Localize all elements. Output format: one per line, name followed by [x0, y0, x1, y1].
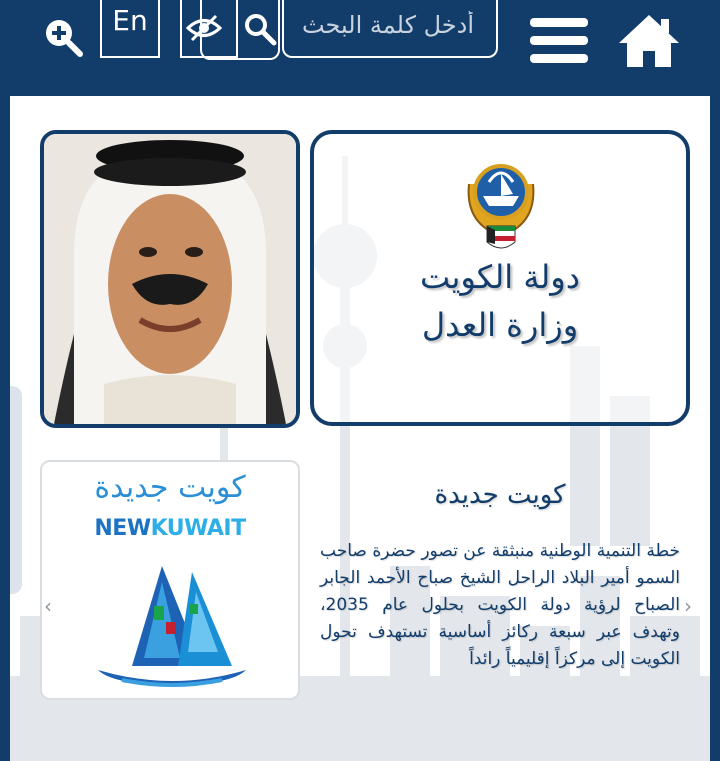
eye-slash-icon: [186, 13, 222, 43]
search-box: [282, 0, 498, 58]
menu-button[interactable]: [526, 14, 592, 68]
logo-english-new: NEW: [94, 516, 151, 541]
country-title: دولة الكويت: [420, 258, 580, 296]
carousel-prev-button[interactable]: ‹: [44, 594, 52, 618]
menu-icon: [528, 16, 590, 66]
zoom-in-button[interactable]: [40, 14, 86, 60]
ministry-title: وزارة العدل: [421, 306, 579, 344]
language-button[interactable]: En: [100, 0, 160, 58]
top-bar: [0, 0, 720, 96]
ministry-title-card: [310, 130, 690, 426]
visibility-toggle-button[interactable]: [180, 0, 238, 58]
zoom-in-icon: [43, 17, 83, 57]
search-input[interactable]: [284, 0, 496, 56]
side-tab[interactable]: [10, 386, 22, 594]
home-icon: [617, 13, 681, 69]
new-kuwait-logo-arabic: كويت جديدة: [94, 470, 246, 505]
search-icon: [243, 12, 277, 46]
new-kuwait-description: خطة التنمية الوطنية منبثقة عن تصور حضرة صاحب السمو أمير البلاد الراحل الشيخ صباح الأحمد الجابر الصباح لرؤية دولة الكويت بحلول عام 2035، وتهدف عبر سبعة ركائز أساسية تستهدف تحول الكويت إلى مركزاً إقليمياً رائداً: [320, 541, 680, 669]
home-button[interactable]: [614, 10, 684, 72]
kuwait-emblem-icon: [459, 154, 543, 254]
new-kuwait-logo-english: [42, 516, 298, 541]
new-kuwait-sail-icon: [92, 562, 252, 692]
carousel-next-button[interactable]: ›: [684, 594, 692, 618]
emir-portrait: [40, 130, 300, 428]
new-kuwait-logo-card[interactable]: [40, 460, 300, 700]
content-panel: [10, 96, 710, 761]
logo-english-kuwait: KUWAIT: [150, 516, 246, 541]
new-kuwait-heading: كويت جديدة: [434, 480, 566, 510]
portrait-image: [44, 134, 296, 424]
